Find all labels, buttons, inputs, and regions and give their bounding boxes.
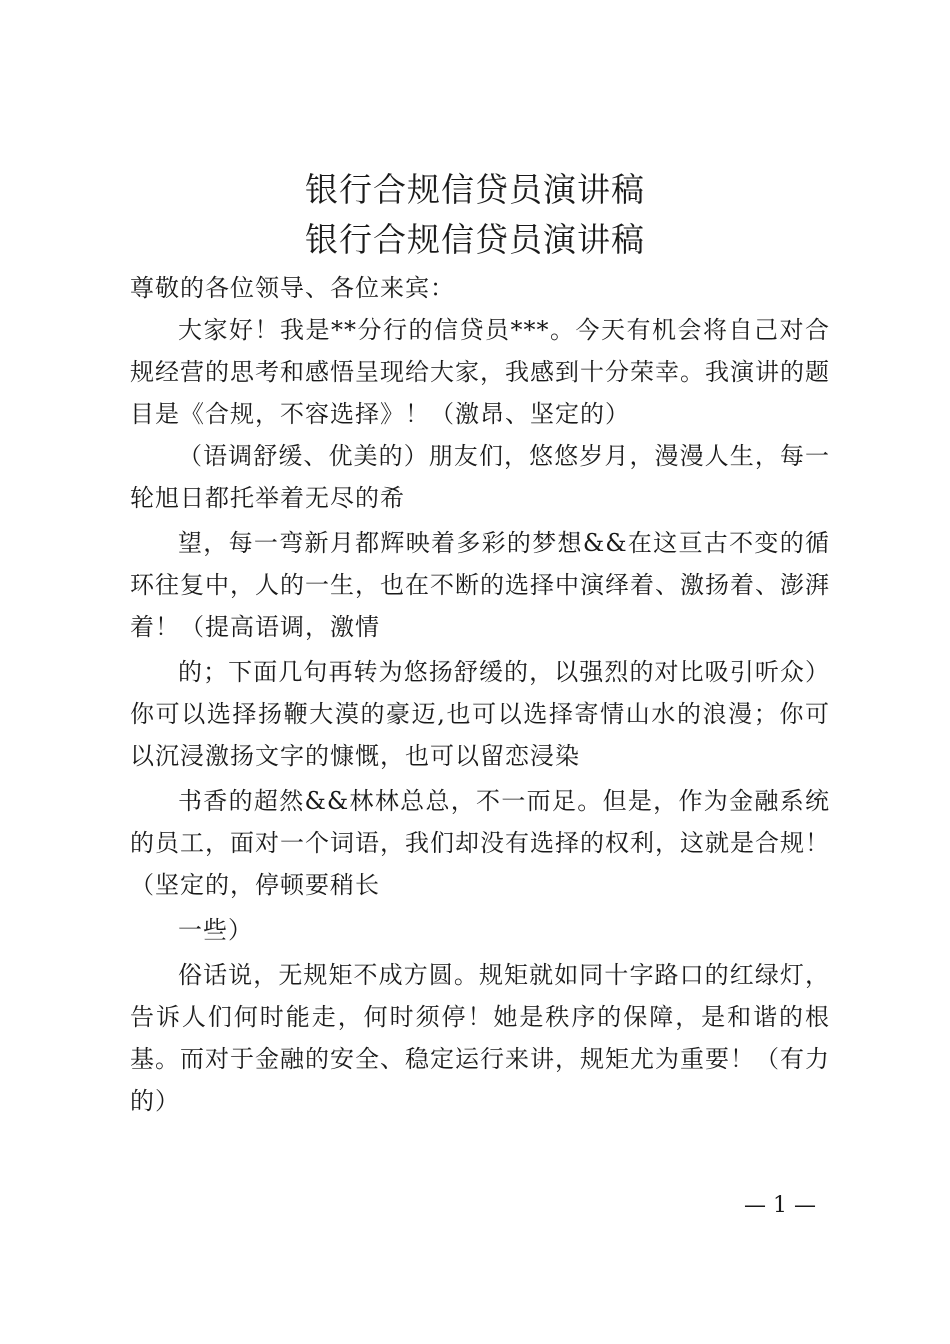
paragraph: 大家好！我是**分行的信贷员***。今天有机会将自己对合规经营的思考和感悟呈现给大家，我感到十分荣幸。我演讲的题目是《合规，不容选择》！（激昂、坚定的） [130, 316, 830, 428]
paragraph: 俗话说，无规矩不成方圆。规矩就如同十字路口的红绿灯，告诉人们何时能走，何时须停！她是秩序的保障，是和谐的根基。而对于金融的安全、稳定运行来讲，规矩尤为重要！（有力的） [130, 961, 830, 1115]
paragraph: 书香的超然&&林林总总，不一而足。但是，作为金融系统的员工，面对一个词语，我们却没有选择的权利，这就是合规！（坚定的，停顿要稍长 [130, 787, 830, 899]
paragraph: （语调舒缓、优美的）朋友们，悠悠岁月，漫漫人生，每一轮旭日都托举着无尽的希 [130, 442, 830, 512]
paragraph: 望，每一弯新月都辉映着多彩的梦想&&在这亘古不变的循环往复中，人的一生，也在不断的选择中演绎着、激扬着、澎湃着！（提高语调，激情 [130, 529, 830, 641]
page-number: — 1 — [744, 1193, 816, 1218]
salutation: 尊敬的各位领导、各位来宾： [130, 274, 455, 302]
document-title: 银行合规信贷员演讲稿 [305, 170, 645, 209]
paragraph: 一些） [178, 916, 253, 944]
paragraph: 的；下面几句再转为悠扬舒缓的，以强烈的对比吸引听众）你可以选择扬鞭大漠的豪迈,也可以选择寄情山水的浪漫；你可以沉浸激扬文字的慷慨，也可以留恋浸染 [130, 658, 830, 770]
document-body [130, 267, 830, 1122]
document-title-repeat: 银行合规信贷员演讲稿 [305, 220, 645, 259]
